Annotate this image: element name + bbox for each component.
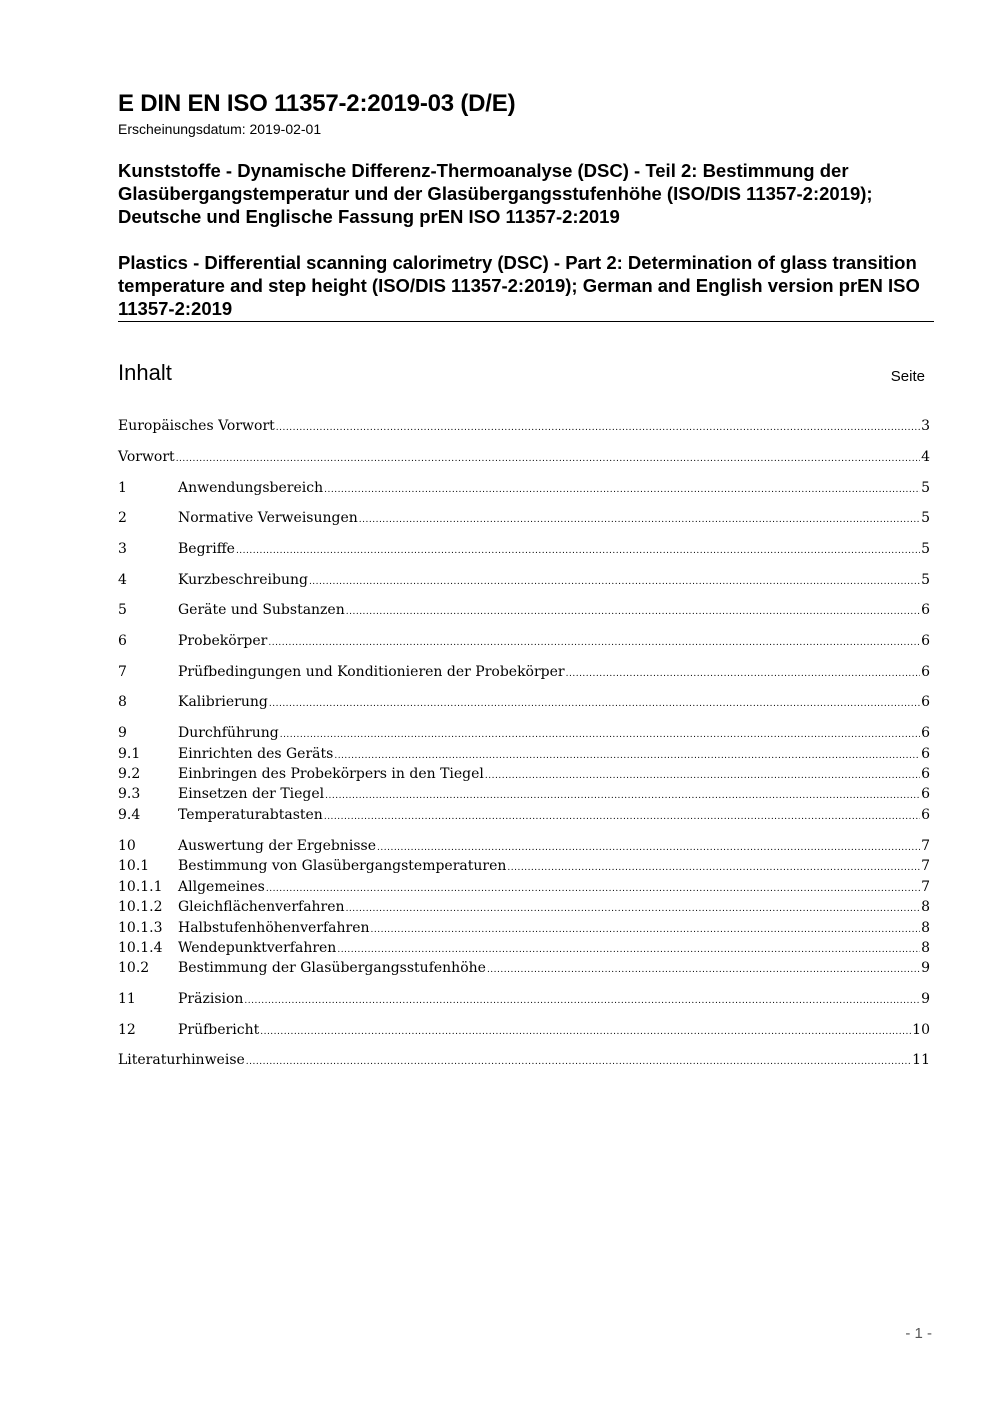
toc-entry[interactable] bbox=[118, 744, 930, 764]
toc-dot-leader bbox=[334, 744, 920, 766]
toc-entry[interactable] bbox=[118, 897, 930, 917]
toc-entry-number: 9.4 bbox=[118, 807, 141, 823]
toc-entry[interactable] bbox=[118, 723, 930, 743]
toc-entry-label: Auswertung der Ergebnisse bbox=[178, 838, 377, 854]
toc-entry-number: 3 bbox=[118, 541, 127, 557]
toc-entry-number: 9.1 bbox=[118, 746, 141, 762]
toc-entry-label: Gleichflächenverfahren bbox=[178, 899, 345, 915]
toc-entry-page: 10 bbox=[912, 1022, 930, 1038]
toc-entry[interactable] bbox=[118, 539, 930, 559]
toc-dot-leader bbox=[566, 662, 920, 684]
toc-entry-number: 11 bbox=[118, 991, 136, 1007]
toc-dot-leader bbox=[268, 631, 920, 653]
toc-entry[interactable] bbox=[118, 784, 930, 804]
toc-entry-page: 6 bbox=[921, 746, 930, 762]
toc-dot-leader bbox=[269, 692, 920, 714]
toc-entry[interactable] bbox=[118, 1020, 930, 1040]
toc-entry-label: Begriffe bbox=[178, 541, 235, 557]
toc-entry-number: 7 bbox=[118, 664, 127, 680]
toc-entry-number: 9 bbox=[118, 725, 127, 741]
toc-entry-page: 8 bbox=[921, 940, 930, 956]
toc-entry-label: Anwendungsbereich bbox=[178, 480, 324, 496]
toc-entry-label: Einrichten des Geräts bbox=[178, 746, 334, 762]
toc-entry-label: Halbstufenhöhenverfahren bbox=[178, 920, 370, 936]
toc-entry-label: Europäisches Vorwort bbox=[118, 418, 275, 434]
toc-dot-leader bbox=[324, 805, 920, 827]
toc-entry[interactable] bbox=[118, 478, 930, 498]
toc-entry[interactable] bbox=[118, 918, 930, 938]
toc-entry-number: 1 bbox=[118, 480, 127, 496]
toc-entry-page: 5 bbox=[921, 541, 930, 557]
toc-entry-page: 9 bbox=[921, 960, 930, 976]
toc-entry-number: 9.3 bbox=[118, 786, 141, 802]
publication-date: Erscheinungsdatum: 2019-02-01 bbox=[118, 121, 322, 137]
title-german: Kunststoffe - Dynamische Differenz-Thermoanalyse (DSC) - Teil 2: Bestimmung der Glasübergangstemperatur und der Glasübergangsstufenhöhe (ISO/DIS 11357-2:2019); Deutsche und Englische Fassung prEN ISO 11357-2:2019 bbox=[118, 160, 873, 227]
toc-entry-page: 6 bbox=[921, 725, 930, 741]
toc-entry[interactable] bbox=[118, 836, 930, 856]
toc-entry-label: Bestimmung der Glasübergangsstufenhöhe bbox=[178, 960, 486, 976]
toc-entry-page: 9 bbox=[921, 991, 930, 1007]
toc-dot-leader bbox=[325, 784, 920, 806]
toc-dot-leader bbox=[346, 897, 921, 919]
toc-entry-page: 7 bbox=[921, 858, 930, 874]
toc-entry-number: 2 bbox=[118, 510, 127, 526]
toc-entry-page: 6 bbox=[921, 602, 930, 618]
title-english: Plastics - Differential scanning calorimetry (DSC) - Part 2: Determination of glass transition temperature and step height (ISO/DIS 11357-2:2019); German and English version prEN ISO 11357-2:2019 bbox=[118, 252, 920, 319]
toc-dot-leader bbox=[176, 447, 920, 469]
toc-entry-page: 6 bbox=[921, 694, 930, 710]
document-id: E DIN EN ISO 11357-2:2019-03 (D/E) bbox=[118, 90, 516, 117]
toc-dot-leader bbox=[309, 570, 920, 592]
toc-entry-label: Kalibrierung bbox=[178, 694, 268, 710]
toc-dot-leader bbox=[507, 856, 920, 878]
toc-entry-label: Probekörper bbox=[178, 633, 268, 649]
toc-entry[interactable] bbox=[118, 764, 930, 784]
toc-entry-page: 7 bbox=[921, 879, 930, 895]
toc-entry[interactable] bbox=[118, 805, 930, 825]
toc-entry-page: 5 bbox=[921, 480, 930, 496]
toc-entry-page: 11 bbox=[912, 1052, 930, 1068]
toc-entry[interactable] bbox=[118, 1050, 930, 1070]
toc-entry-number: 9.2 bbox=[118, 766, 141, 782]
toc-dot-leader bbox=[371, 918, 921, 940]
toc-dot-leader bbox=[260, 1020, 911, 1042]
toc-dot-leader bbox=[244, 989, 920, 1011]
toc-entry[interactable] bbox=[118, 938, 930, 958]
toc-entry[interactable] bbox=[118, 508, 930, 528]
toc-dot-leader bbox=[280, 723, 920, 745]
toc-entry-number: 10.1.2 bbox=[118, 899, 163, 915]
toc-entry-label: Allgemeines bbox=[178, 879, 265, 895]
toc-entry-page: 8 bbox=[921, 899, 930, 915]
toc-entry-page: 6 bbox=[921, 807, 930, 823]
toc-entry-page: 6 bbox=[921, 664, 930, 680]
toc-dot-leader bbox=[337, 938, 920, 960]
toc-entry-label: Prüfbedingungen und Konditionieren der Probekörper bbox=[178, 664, 565, 680]
page-number: - 1 - bbox=[905, 1325, 932, 1342]
toc-entry-number: 4 bbox=[118, 572, 127, 588]
toc-dot-leader bbox=[324, 478, 920, 500]
toc-entry-page: 3 bbox=[921, 418, 930, 434]
toc-dot-leader bbox=[266, 877, 920, 899]
toc-dot-leader bbox=[487, 958, 920, 980]
toc-entry[interactable] bbox=[118, 631, 930, 651]
toc-entry-label: Temperaturabtasten bbox=[178, 807, 323, 823]
toc-entry-number: 8 bbox=[118, 694, 127, 710]
toc-entry-page: 7 bbox=[921, 838, 930, 854]
toc-entry-page: 6 bbox=[921, 766, 930, 782]
toc-entry[interactable] bbox=[118, 600, 930, 620]
toc-entry-label: Präzision bbox=[178, 991, 244, 1007]
toc-entry-page: 6 bbox=[921, 633, 930, 649]
toc-heading: Inhalt bbox=[118, 360, 172, 385]
toc-entry[interactable] bbox=[118, 989, 930, 1009]
toc-page-column-label: Seite bbox=[890, 368, 925, 385]
toc-entry-label: Prüfbericht bbox=[178, 1022, 260, 1038]
toc-dot-leader bbox=[276, 416, 920, 438]
toc-dot-leader bbox=[246, 1050, 911, 1072]
toc-entry-label: Vorwort bbox=[118, 449, 175, 465]
toc-entry[interactable] bbox=[118, 447, 930, 467]
toc-entry-number: 5 bbox=[118, 602, 127, 618]
toc-entry[interactable] bbox=[118, 570, 930, 590]
toc-entry[interactable] bbox=[118, 416, 930, 436]
toc-entry-number: 10 bbox=[118, 838, 136, 854]
toc-entry-page: 5 bbox=[921, 572, 930, 588]
toc-dot-leader bbox=[485, 764, 920, 786]
toc-dot-leader bbox=[377, 836, 920, 858]
toc-entry-number: 10.1.1 bbox=[118, 879, 163, 895]
header-divider bbox=[118, 321, 934, 322]
toc-entry[interactable] bbox=[118, 692, 930, 712]
toc-entry-number: 6 bbox=[118, 633, 127, 649]
toc-entry-label: Normative Verweisungen bbox=[178, 510, 358, 526]
toc-entry[interactable] bbox=[118, 856, 930, 876]
toc-dot-leader bbox=[346, 600, 920, 622]
toc-entry-number: 10.1.4 bbox=[118, 940, 163, 956]
toc-entry-label: Durchführung bbox=[178, 725, 279, 741]
toc-entry-number: 10.2 bbox=[118, 960, 150, 976]
toc-entry-label: Geräte und Substanzen bbox=[178, 602, 345, 618]
toc-entry-number: 12 bbox=[118, 1022, 136, 1038]
toc-entry[interactable] bbox=[118, 877, 930, 897]
toc-entry[interactable] bbox=[118, 662, 930, 682]
toc-entry-label: Einbringen des Probekörpers in den Tiegel bbox=[178, 766, 484, 782]
toc-entry-label: Bestimmung von Glasübergangstemperaturen bbox=[178, 858, 507, 874]
toc-entry[interactable] bbox=[118, 958, 930, 978]
toc-entry-number: 10.1.3 bbox=[118, 920, 163, 936]
toc-entry-page: 4 bbox=[921, 449, 930, 465]
toc-entry-page: 5 bbox=[921, 510, 930, 526]
toc-dot-leader bbox=[236, 539, 920, 561]
toc-entry-label: Einsetzen der Tiegel bbox=[178, 786, 325, 802]
toc-entry-page: 8 bbox=[921, 920, 930, 936]
toc-entry-label: Literaturhinweise bbox=[118, 1052, 245, 1068]
toc-dot-leader bbox=[359, 508, 920, 530]
toc-entry-label: Kurzbeschreibung bbox=[178, 572, 308, 588]
toc-entry-number: 10.1 bbox=[118, 858, 150, 874]
toc-entry-page: 6 bbox=[921, 786, 930, 802]
toc-entry-label: Wendepunktverfahren bbox=[178, 940, 337, 956]
